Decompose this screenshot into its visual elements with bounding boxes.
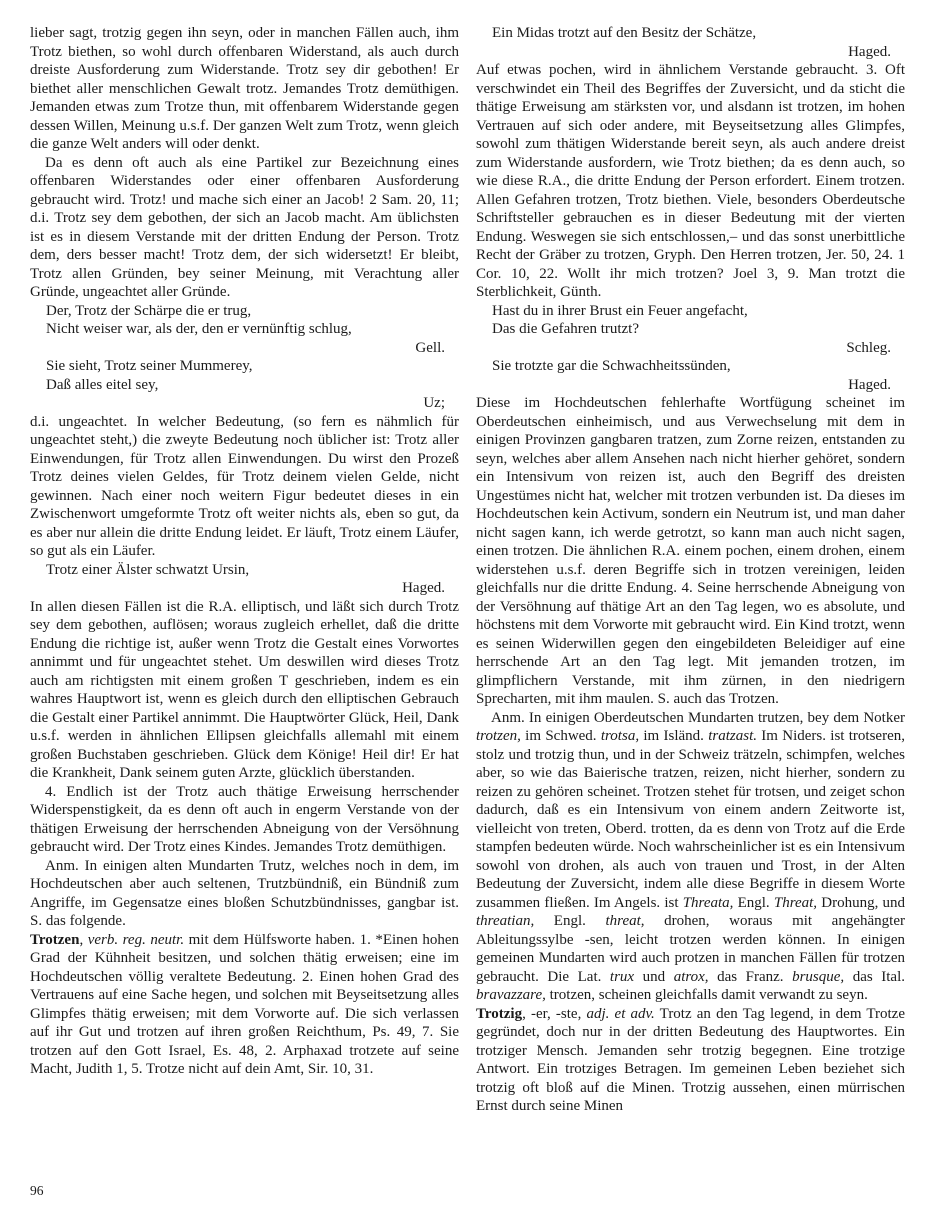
italic-term: Threat,	[773, 894, 818, 911]
verse-attribution: Haged.	[402, 580, 445, 596]
text-segment: d.i. ungeachtet. In welcher Bedeutung, (so fern es nähmlich für ungeachtet steht,) die zweyte Bedeutung noch üblicher ist: Trotz aller Einwendungen, für Trotz allen Einwendungen. Du wirst den Prozeß Trotz deines vielen Geldes, für Trotz deinem vielen Gelde, nicht gewinnen. Nach einer noch weitern Figur bedeutet dieses in ein Zwischenwort umgeformte Trotz oft weiter nichts als, eben so gut, da es aber nur allein die dritte Endung leidet. Er läuft, Trotz einem Läufer, so gut als ein Läufer.	[30, 413, 459, 559]
paragraph	[30, 931, 459, 1079]
italic-term: brusque,	[792, 968, 845, 985]
verse-line: Sie trotzte gar die Schwachheitssünden,	[492, 358, 731, 374]
right-column	[476, 24, 905, 1116]
text-segment: drohen, woraus mit angehängter Ableitungssylbe -sen, leicht trotzen werden können. In einigen gemeinen Mundarten wird auch protzen in manchen Fällen für trotzen gebraucht. Die Lat.	[476, 913, 905, 985]
italic-term: tratzast.	[708, 728, 757, 744]
text-segment: , -er, -ste,	[522, 1005, 587, 1022]
text-segment: Drohung, und	[817, 894, 906, 911]
text-segment: Engl.	[733, 894, 774, 911]
page-number: 96	[30, 1183, 44, 1198]
paragraph	[476, 394, 905, 709]
text-segment: ,	[79, 931, 88, 948]
italic-term: bravazzare,	[476, 987, 546, 1003]
text-segment: Trotz an den Tag legend, in dem Trotze gegründet, doch nur in der dritten Bedeutung des Hauptwortes. Ein trotziger Mensch. Jemanden sehr trotzig begegnen. Eine trotzige Antwort. Ein trotziges Betragen. Im gemeinen Leben beziehet sich trotzig oft bloß auf die Minen. Trotzig aussehen, einen mürrischen Ernst durch seine Minen	[476, 1005, 905, 1114]
text-segment: lieber sagt, trotzig gegen ihn seyn, oder in manchen Fällen auch, ihm Trotz biethen, so wohl durch offenbaren Widerstand, als auch durch dreiste Ausforderung zum Widerstande. Trotz sey dir gebothen! Er biethet aller menschlichen Gewalt trotz. Jemandes Trotz demüthigen. Jemanden etwas zum Trotze thun, mit offenbarem Widerstande gegen dessen Willen, Meinung u.s.f. Der ganzen Welt zum Trotz, wenn gleich die ganze Welt anders will oder denkt.	[30, 25, 459, 152]
verse-attribution: Gell.	[415, 339, 445, 356]
text-segment: Auf etwas pochen, wird in ähnlichem Verstande gebraucht. 3. Oft verschwindet ein Theil des Begriffes der Zuversicht, und da sticht die thätige Erweisung am stärksten vor, und alsdann ist trotzen, im hohen Vertrauen auf sich oder andere, mit Beyseitsetzung alles Glimpfes, sowohl zum thätigen Widerstande bereit seyn, als auch andere dreist zum Widerstande ausfordern, wie Trotz biethen; da es denn auch, so wie diese R.A., die dritte Endung der Person erfordert. Einem trotzen. Allen Gefahren trotzen, Trotz biethen. Viele, besonders Oberdeutsche Schriftsteller gebrauchen es in dieser Bedeutung mit der vierten Endung. Weswegen sie sich entschlossen,– und das sonst unerbittliche Recht der Gräber zu trotzen, Gryph. Den Herren trotzen, Jer. 50, 24. 1 Cor. 10, 22. Wollt ihr mich trotzen? Joel 3, 9. Man trotzt die Sterblichkeit, Günth.	[476, 62, 905, 300]
italic-term: trotzen,	[476, 728, 521, 744]
text-segment: im Schwed.	[520, 728, 601, 744]
verse-attribution: Uz;	[423, 395, 445, 411]
italic-term: threatian,	[476, 913, 535, 929]
text-segment: Da es denn oft auch als eine Partikel zur Bezeichnung eines offenbaren Widerstandes oder einer offenbaren Ausforderung gebraucht wird. Trotz! und mache sich einer an Jacob! 2 Sam. 20, 11; d.i. Trotz sey dem gebothen, der sich an Jacob macht. Am üblichsten ist es in diesem Verstande mit der dritten Endung der Person. Trotz dem, ders besser macht! Trotz dem, der sich widersetzt! Er bleibt, Trotz allen Gründen, bey seiner Meinung, mit Verachtung aller Gründe, ungeachtet aller Gründe.	[30, 154, 459, 300]
text-segment: das Ital.	[844, 968, 906, 985]
text-segment: mit dem Hülfsworte haben. 1. *Einen hohen Grad der Kühnheit besitzen, und solchen thätig erweisen; eine im Hochdeutschen völlig veraltete Bedeutung. 2. Einen hohen Grad des Vertrauens auf eine Sache hegen, und solchen mit Beyseitsetzung alles Glimpfes thätig erweisen; mit dem Vorworte auf. Die sich verlassen auf ihr Gut und trotzen auf ihren großen Reichthum, Ps. 49, 7. Sie trotzen auf den Gott Israel, Es. 48, 2. Arphaxad trotzete auf seine Macht, Judith 1, 5. Trotze nicht auf dein Amt, Sir. 10, 31.	[30, 931, 460, 1077]
verse-line: Ein Midas trotzt auf den Besitz der Schätze,	[492, 25, 757, 41]
verse-line: Hast du in ihrer Brust ein Feuer angefacht,	[492, 302, 748, 319]
verse-line: Nicht weiser war, als der, den er vernünftig schlug,	[46, 321, 352, 337]
italic-term: trotsa,	[600, 728, 640, 744]
verse-line: Trotz einer Älster schwatzt Ursin,	[46, 561, 250, 578]
text-segment: In allen diesen Fällen ist die R.A. elliptisch, und läßt sich durch Trotz sey dem gebothen, auflösen; woraus zugleich erhellet, daß die dritte Endung die richtige ist, außer wenn Trotz die Gestalt eines Vorwortes annimmt und für ungeachtet stehet. Um deswillen wird dieses Trotz auch am richtigsten mit einem großen T geschrieben, indem es ein wahres Hauptwort ist, wenn es gleich durch den elliptischen Gebrauch die Gestalt einer Partikel annimmt. Die Hauptwörter Glück, Heil, Dank u.s.f. werden in ähnlichen Ellipsen gleichfalls allemahl mit einem großen Buchstaben geschrieben. Glück dem Könige! Heil dir! Er hat die Krankheit, Dank seinem guten Arzte, glücklich überstanden.	[30, 598, 459, 781]
paragraph	[30, 857, 459, 931]
paragraph	[476, 1005, 905, 1116]
verse-line: Das die Gefahren trutzt?	[492, 321, 640, 337]
italic-term: threat,	[605, 913, 645, 929]
text-segment: trotzen, scheinen gleichfalls damit verwandt zu seyn.	[545, 987, 868, 1003]
verse-attribution: Schleg.	[846, 339, 891, 356]
italic-term: verb. reg. neutr.	[87, 931, 185, 948]
entry-headword: Trotzen	[30, 931, 80, 948]
paragraph	[30, 413, 459, 561]
text-segment: Diese im Hochdeutschen fehlerhafte Wortfügung scheinet im Oberdeutschen einheimisch, und aus Verwechselung mit dem in einigen Provinzen gangbaren tratzen, zum Zorne reizen, entstanden zu seyn, welches aber allem Ansehen nach nicht hierher gehöret, sondern ein Intensivum von reizen ist, auch den Begriff des dreisten Ungestümes nicht hat, welcher mit trotzen verbunden ist. Da dieses im Hochdeutschen kein Activum, sondern ein Neutrum ist, und man daher nicht sagen kann, ich werde getrotzt, so kann man auch nicht sagen, einen trotzen. Die ähnlichen R.A. einem pochen, einem drohen, einem widerstehen u.s.f. deren Begriffe sich in trotzen vereinigen, leiden gleichfalls nur die dritte Endung. 4. Seine herrschende Abneigung von der Versöhnung auf thätige Art an den Tag legen, wo es absolute, und höchstens mit dem Vorworte mit gebraucht wird. Ein Kind trotzt, wenn es seinen Widerwillen gegen den eingebildeten Beleidiger auf eine herrschende Art an den Tag legt. Mit jemanden trotzen, im glimpflichern Verstande, mit ihm zürnen, in den niedrigern Sprecharten, mit ihm maulen. S. auch das Trotzen.	[476, 395, 905, 707]
text-columns	[30, 24, 905, 1116]
text-segment: 4. Endlich ist der Trotz auch thätige Erweisung herrschender Widerspenstigkeit, da es denn oft auch in engerm Verstande von der thätigen Erweisung der herrschenden Abneigung von der Versöhnung gebraucht wird. Der Trotz eines Kindes. Jemandes Trotz demüthigen.	[30, 783, 459, 855]
left-column	[30, 24, 459, 1116]
paragraph	[30, 598, 459, 783]
paragraph	[476, 709, 905, 1005]
entry-headword: Trotzig	[476, 1005, 523, 1022]
verse-attribution: Haged.	[848, 376, 891, 393]
italic-term: trux	[609, 968, 635, 985]
text-segment: und	[634, 968, 674, 985]
verse-line: Sie sieht, Trotz seiner Mummerey,	[46, 358, 253, 374]
italic-term: adj. et adv.	[586, 1005, 655, 1022]
verse-line: Der, Trotz der Schärpe die er trug,	[46, 302, 252, 319]
paragraph	[30, 24, 459, 154]
text-segment: im Isländ.	[639, 728, 709, 744]
text-segment: das Franz.	[708, 968, 793, 985]
paragraph	[30, 783, 459, 857]
paragraph	[30, 154, 459, 302]
italic-term: Threata,	[682, 894, 734, 911]
text-segment: Engl.	[534, 913, 606, 929]
italic-term: atrox,	[673, 968, 709, 985]
verse-attribution: Haged.	[848, 43, 891, 60]
text-segment: Im Niders. ist trotseren, stolz und trotzig thun, und in der Schweiz trätzeln, schimpfen, welches aber, so wie das Baierische tratzen, reizen, nicht hierher, sondern zu reizen zu gehören scheinet. Trotzen stehet für trotsen, und zeiget schon dadurch, daß es ein Intensivum von einem andern Zeitworte ist, vielleicht von treten, Oberd. trotten, da es denn von Trotz auf die Erde stampfen bedeuten würde. Noch wahrscheinlicher ist es ein Intensivum sowohl von drohen, als auch von trauen und Trost, in der Alten Bedeutung der Zuversicht, indem alle diese Begriffe in diesem Worte zusammen fließen. Im Angels. ist	[476, 728, 905, 911]
text-segment: Anm. In einigen alten Mundarten Trutz, welches noch in dem, im Hochdeutschen aber auch seltenen, Trutzbündniß, ein Bündniß zum Angriffe, im Gegensatze eines bloßen Schutzbündnisses, gangbar ist. S. das folgende.	[30, 857, 459, 929]
paragraph	[476, 61, 905, 302]
verse-line: Daß alles eitel sey,	[46, 376, 159, 393]
text-segment: Anm. In einigen Oberdeutschen Mundarten trutzen, bey dem Notker	[491, 709, 905, 726]
